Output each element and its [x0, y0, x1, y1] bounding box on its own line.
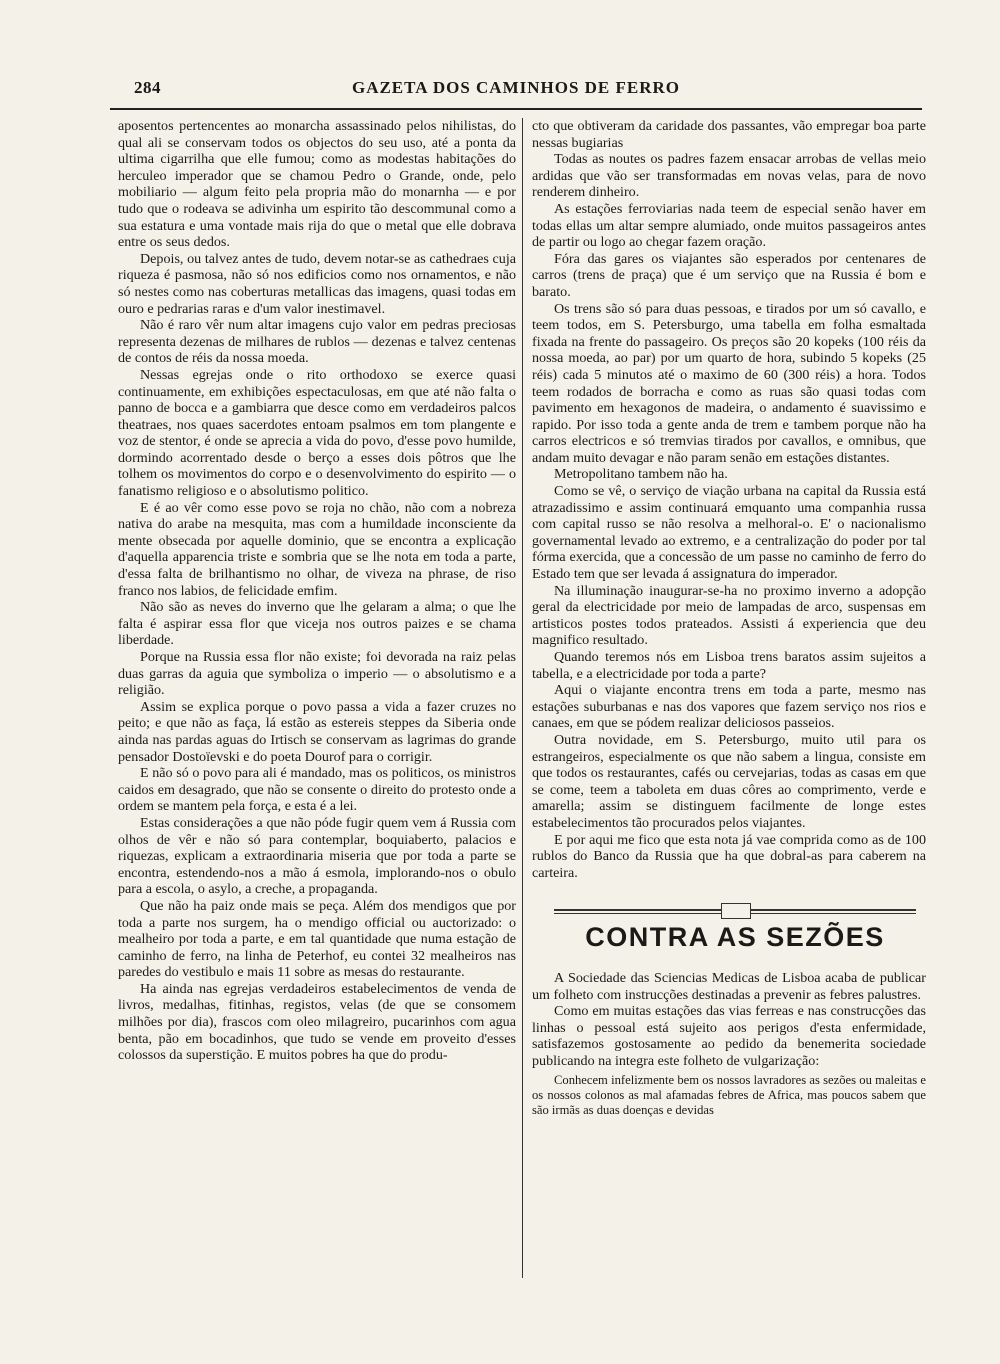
- paragraph: Não são as neves do inverno que lhe gelaram a alma; o que lhe falta é aspirar essa flor que viceja nos outros paizes e se chama liberdade.: [118, 599, 516, 649]
- paragraph: E não só o povo para ali é mandado, mas os politicos, os ministros caidos em desagrado, que não se consente o direito do protesto onde a ordem se mantem pela força, e esta é a lei.: [118, 765, 516, 815]
- paragraph: Na illuminação inaugurar-se-ha no proximo inverno a adopção geral da electricidade por meio de lampadas de arco, suspensas em artisticos postes todos prateados. Assisti á experiencia que deu magnifico resultado.: [532, 582, 926, 649]
- paragraph: Não é raro vêr num altar imagens cujo valor em pedras preciosas representa dezenas de milhares de rublos — dezenas e talvez centenas de contos de réis da nossa moeda.: [118, 317, 516, 367]
- paragraph: Outra novidade, em S. Petersburgo, muito util para os estrangeiros, especialmente os que não sabem a lingua, consiste em que todos os restaurantes, cafés ou cervejarias, todas as casas em que se come, teem a taboleta em duas côres ao comprimento, verde e amarella; assim se distinguem facilmente de longe estes estabelecimentos tão procurados pelos viajantes.: [532, 731, 926, 831]
- paragraph: E é ao vêr como esse povo se roja no chão, não com a nobreza nativa do arabe na mesquita, mas com a humildade inconsciente da mente obsecada por aquelle dominio, que se encontra a explicação d'aquella apparencia triste e sombria que se lhe nota em toda a parte, d'essa falta de brilhantismo no olhar, de viveza na phrase, de riso franco nos labios, de felicidade emfim.: [118, 499, 516, 599]
- paragraph: Metropolitano tambem não ha.: [554, 466, 728, 483]
- paragraph: Quando teremos nós em Lisboa trens baratos assim sujeitos a tabella, e a electricidade por toda a parte?: [532, 649, 926, 682]
- header-rule: [110, 108, 922, 110]
- paragraph: Os trens são só para duas pessoas, e tirados por um só cavallo, e teem todos, em S. Petersburgo, uma tabella em folha esmaltada fixada na frente do passageiro. Os preços são 20 kopeks (100 réis da nossa moeda, ao par) por um quarto de hora, subindo 5 kopeks (25 réis) cada 5 minutos até o maximo de 60 (300 réis) a hora. Todos teem rodados de borracha e como as ruas são quasi todas com pavimento em hexagonos de madeira, o andamento é suavissimo e rapido. Por isso toda a gente anda de trem e tambem porque não ha carros electricos e só tremvias tirados por cavallos, e omnibus, que andam muito devagar e não param senão em estações distantes.: [532, 300, 926, 466]
- running-title: GAZETA DOS CAMINHOS DE FERRO: [351, 78, 681, 97]
- paragraph: Todas as noutes os padres fazem ensacar arrobas de vellas meio ardidas que vão ser transformadas em novas velas, para de novo renderem dinheiro.: [532, 151, 926, 201]
- pamphlet-excerpt: [532, 1073, 926, 1118]
- section-separator-ornament: [554, 899, 916, 921]
- page-header: [110, 74, 922, 104]
- left-column: [118, 118, 516, 1064]
- paragraph: Porque na Russia essa flor não existe; foi devorada na raiz pelas duas garras da aguia que symboliza o imperio — o absolutismo e a religião.: [118, 649, 516, 699]
- paragraph: Ha ainda nas egrejas verdadeiros estabelecimentos de venda de livros, medalhas, fitinhas, registos, velas (de que se consomem milhões por dia), frascos com oleo milagreiro, pucarinhos com agua benta, pão em bocadinhos, que tudo se vende em proveito d'esses colossos da superstição. E muitos pobres ha que do produ-: [118, 980, 516, 1064]
- paragraph: Fóra das gares os viajantes são esperados por centenares de carros (trens de praça) que é um serviço que na Russia é bom e barato.: [532, 250, 926, 300]
- paragraph: Estas considerações a que não póde fugir quem vem á Russia com olhos de vêr e não só para contemplar, boquiaberto, palacios e riquezas, explicam a extraordinaria miseria que por toda a parte se encontra, estendendo-nos a mão á esmola, implorando-nos o obulo para a escola, o asylo, a creche, a propaganda.: [118, 814, 516, 898]
- paragraph: A Sociedade das Sciencias Medicas de Lisboa acaba de publicar um folheto com instrucções destinadas a prevenir as febres palustres.: [532, 969, 926, 1003]
- page-number: 284: [134, 78, 161, 97]
- paragraph: Assim se explica porque o povo passa a vida a fazer cruzes no peito; e que não as faça, lá estão as estereis steppes da Siberia onde ainda nas pardas aguas do Irtisch se conservam as lagrimas do grande pensador Dostoïevski e do poeta Dourof para o corrigir.: [118, 698, 516, 765]
- section-heading: CONTRA AS SEZÕES: [585, 922, 885, 953]
- paragraph: Conhecem infelizmente bem os nossos lavradores as sezões ou maleitas e os nossos colonos as mal afamadas febres de Africa, mas poucos sabem que são irmãs as duas doenças e devidas: [532, 1073, 926, 1118]
- ornament-center: [721, 903, 751, 919]
- paragraph: Aqui o viajante encontra trens em toda a parte, mesmo nas estações suburbanas e nas dos vapores que fazem serviço nos rios e canaes, em que se pódem realizar deliciosos passeios.: [532, 682, 926, 732]
- paragraph: As estações ferroviarias nada teem de especial senão haver em todas ellas um altar sempre alumiado, onde muitos passageiros antes de partir ou logo ao chegar fazem oração.: [532, 200, 926, 251]
- paragraph: aposentos pertencentes ao monarcha assassinado pelos nihilistas, do qual ali se conservam todos os objectos do seu uso, até a ponta da ultima cigarrilha que elle fumou; como as modestas habitações do herculeo imperador que se chamou Pedro o Grande, onde, pelo mobiliario — algum feito pela propria mão do monarnha — e por tudo que o rodeava se adivinha um espirito tão descommunal como a sua estatura e uma vontade mais rija do que o metal que elle dobrava entre os seus dedos.: [118, 118, 516, 251]
- paragraph: cto que obtiveram da caridade dos passantes, vão empregar boa parte nessas bugiarias: [532, 118, 926, 151]
- paragraph: Nessas egrejas onde o rito orthodoxo se exerce quasi continuamente, em exhibições espectaculosas, em que até não falta o panno de bocca e a gambiarra que desce como em verdadeiros palcos theatraes, nos quaes sacerdotes entoam psalmos em tom plangente e voz de stentor, é onde se aprecia a vida do povo, d'esse povo humilde, dormindo acorrentado desde o berço a esses dois pôtros que lhe tolhem os movimentos do corpo e o desenvolvimento do espirito — o fanatismo religioso e o absolutismo politico.: [118, 366, 516, 500]
- paragraph: Como se vê, o serviço de viação urbana na capital da Russia está atrazadissimo e assim continuará emquanto uma companhia russa com capital russo se não resolva a melhoral-o. E' o nacionalismo governamental levado ao extremo, e a centralização do poder por tal fórma exercida, que a concessão de um passe no caminho de ferro do Estado tem que ser levada á assignatura do imperador.: [532, 483, 926, 583]
- right-column: [532, 118, 926, 1118]
- paragraph: E por aqui me fico que esta nota já vae comprida como as de 100 rublos do Banco da Russia que ha que dobral-as para caberem na carteira.: [532, 831, 926, 881]
- paragraph: Como em muitas estações das vias ferreas e nas construcções das linhas o pessoal está sujeito aos perigos d'esta enfermidade, satisfazemos gostosamente ao pedido da benemerita sociedade publicando na integra este folheto de vulgarização:: [532, 1003, 926, 1069]
- paragraph: Que não ha paiz onde mais se peça. Além dos mendigos que por toda a parte nos surgem, ha o mendigo official ou auctorizado: o mealheiro por toda a parte, e em tal quantidade que numa estação de caminho de ferro, na linha de Peterhof, eu contei 32 mealheiros nas paredes do vestibulo e mais 11 sobre as mesas do restaurante.: [118, 897, 516, 981]
- paragraph: Depois, ou talvez antes de tudo, devem notar-se as cathedraes cuja riqueza é pasmosa, não só nos edificios como nos ornamentos, e não só nestes como nas coberturas metallicas das imagens, quasi todas em ouro e pedrarias raras e d'um valor inestimavel.: [118, 250, 516, 317]
- column-divider: [522, 118, 523, 1278]
